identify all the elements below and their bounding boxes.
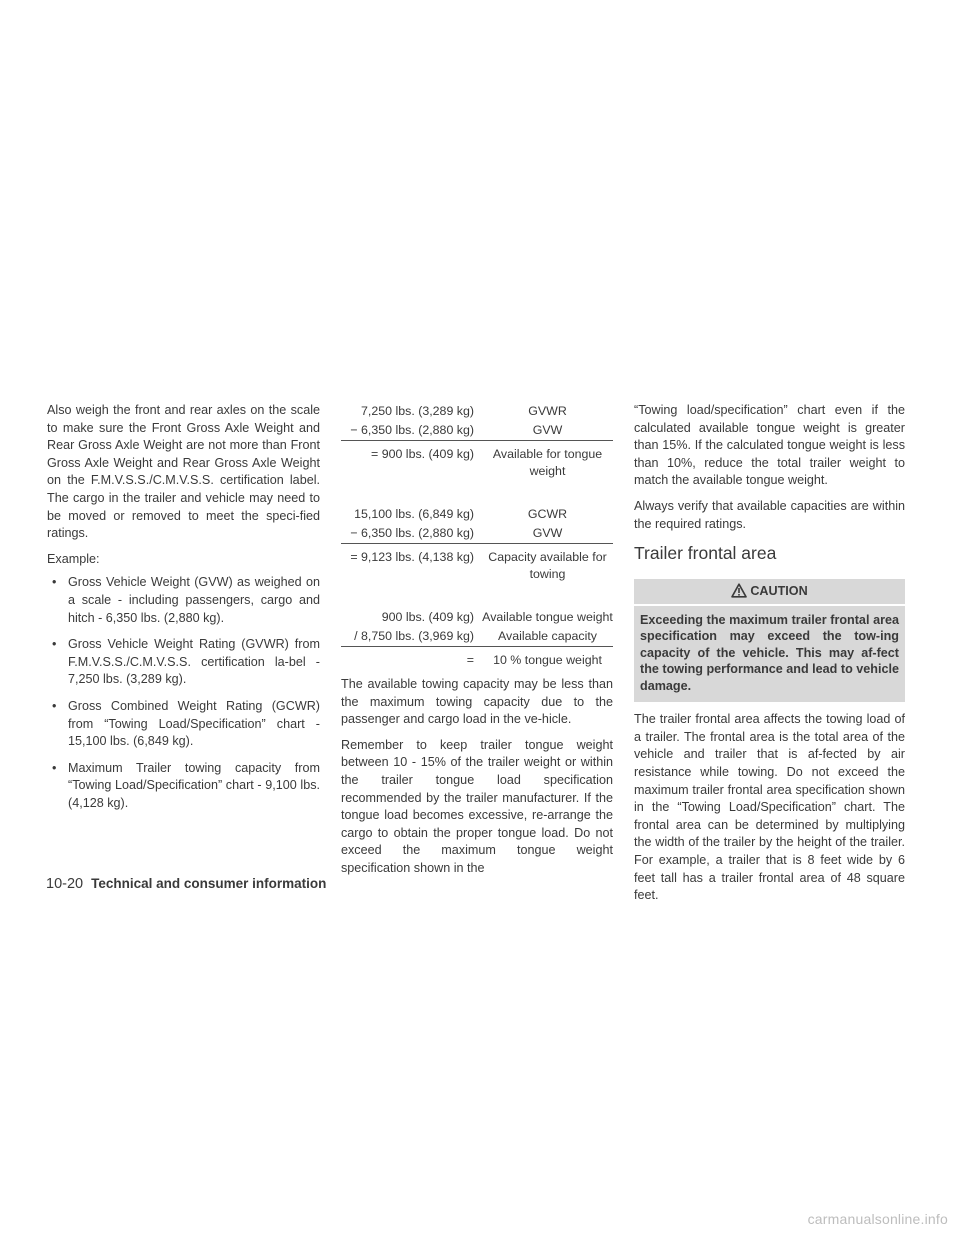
list-item: • Maximum Trailer towing capacity from “Towing Load/Specification” chart - 9,100 lbs. (4,128 kg).	[65, 760, 320, 813]
tongue-weight-paragraph: Remember to keep trailer tongue weight between 10 - 15% of the trailer weight or within the trailer tongue load specification recommended by the trailer manufacturer. If the tongue load becomes excessive, re-arrange the cargo to obtain the proper tongue load. Do not exceed the maximum tongue weight specification shown in the	[341, 737, 613, 875]
list-item: • Gross Vehicle Weight Rating (GVWR) from F.M.V.S.S./C.M.V.S.S. certification la-bel - 7,250 lbs. (3,289 kg).	[65, 636, 320, 689]
table-row	[341, 647, 613, 671]
table-row	[341, 608, 613, 627]
list-item: • Gross Combined Weight Rating (GCWR) from “Towing Load/Specification” chart - 15,100 lbs. (6,849 kg).	[65, 698, 320, 751]
table-row	[341, 505, 613, 524]
calc-label: Available tongue weight	[482, 610, 613, 624]
table-spacer	[341, 481, 613, 505]
list-item: • Gross Vehicle Weight (GVW) as weighed on a scale - including passengers, cargo and hitch - 6,350 lbs. (2,880 kg).	[65, 574, 320, 627]
calc-value: = 900 lbs. (409 kg)	[371, 447, 474, 461]
caution-title: CAUTION	[750, 584, 808, 599]
column-2	[341, 402, 613, 886]
table-spacer	[341, 584, 613, 608]
calculation-table	[341, 402, 613, 670]
calc-value: 900 lbs. (409 kg)	[381, 610, 474, 624]
section-title: Technical and consumer information	[91, 876, 327, 891]
intro-paragraph: Also weigh the front and rear axles on the scale to make sure the Front Gross Axle Weight and Rear Gross Axle Weight are not more than Front Gross Axle Weight and Rear Gross Axle Weight on the F.M.V.S.S./C.M.V.S.S. certification label. The cargo in the trailer and vehicle may need to be moved or removed to meet the speci-fied ratings.	[47, 403, 320, 541]
calc-label: GCWR	[527, 507, 568, 521]
column-3	[634, 402, 905, 913]
caution-text: Exceeding the maximum trailer frontal area specification may exceed the tow-ing capacity of the vehicle. This may af-fect the towing performance and lead to vehicle damage.	[640, 612, 899, 693]
capacity-paragraph: The available towing capacity may be less than the maximum towing capacity due to the passenger and cargo load in the ve-hicle.	[341, 677, 613, 727]
watermark: carmanualsonline.info	[807, 1211, 948, 1227]
caution-box	[634, 579, 905, 702]
calc-value: 7,250 lbs. (3,289 kg)	[361, 404, 474, 418]
calc-label: Available for tongue weight	[492, 447, 603, 478]
table-row	[341, 421, 613, 441]
frontal-area-paragraph: The trailer frontal area affects the towing load of a trailer. The frontal area is the total area of the vehicle and trailer that is af-fected by air resistance while towing. Do not exceed the maximum trailer frontal area specification shown in the “Towing Load/Specification” chart. The frontal area can be determined by multiplying the width of the trailer by the height of the trailer. For example, a trailer that is 8 feet wide by 6 feet tall has a trailer frontal area of 48 square feet.	[634, 712, 905, 903]
calc-label: GVW	[482, 421, 613, 441]
calc-value: − 6,350 lbs. (2,880 kg)	[341, 421, 482, 441]
page-footer	[46, 876, 326, 892]
calc-label: GVW	[482, 524, 613, 544]
table-row	[341, 627, 613, 647]
example-list	[47, 574, 320, 812]
column-1	[47, 402, 320, 821]
warning-triangle-icon	[731, 583, 747, 598]
table-row	[341, 544, 613, 585]
calc-value: =	[466, 653, 474, 667]
calc-value: = 9,123 lbs. (4,138 kg)	[350, 550, 474, 564]
calc-value: / 8,750 lbs. (3,969 kg)	[341, 627, 482, 647]
calc-label: GVWR	[528, 404, 567, 418]
caution-header	[634, 579, 905, 606]
calc-label: 10 % tongue weight	[493, 653, 602, 667]
page-number: 10-20	[46, 876, 84, 892]
calc-value: − 6,350 lbs. (2,880 kg)	[341, 524, 482, 544]
calc-value: 15,100 lbs. (6,849 kg)	[354, 507, 474, 521]
example-label: Example:	[47, 551, 100, 566]
calc-label: Capacity available for towing	[488, 550, 607, 581]
table-row	[341, 402, 613, 421]
continued-paragraph: “Towing load/specification” chart even if the calculated available tongue weight is greater than 15%. If the calculated tongue weight is less than 10%, reduce the total trailer weight to match the available tongue weight.	[634, 403, 905, 488]
calc-label: Available capacity	[482, 627, 613, 647]
section-heading: Trailer frontal area	[634, 543, 777, 564]
table-row	[341, 441, 613, 482]
table-row	[341, 524, 613, 544]
verify-paragraph: Always verify that available capacities are within the required ratings.	[634, 498, 905, 531]
